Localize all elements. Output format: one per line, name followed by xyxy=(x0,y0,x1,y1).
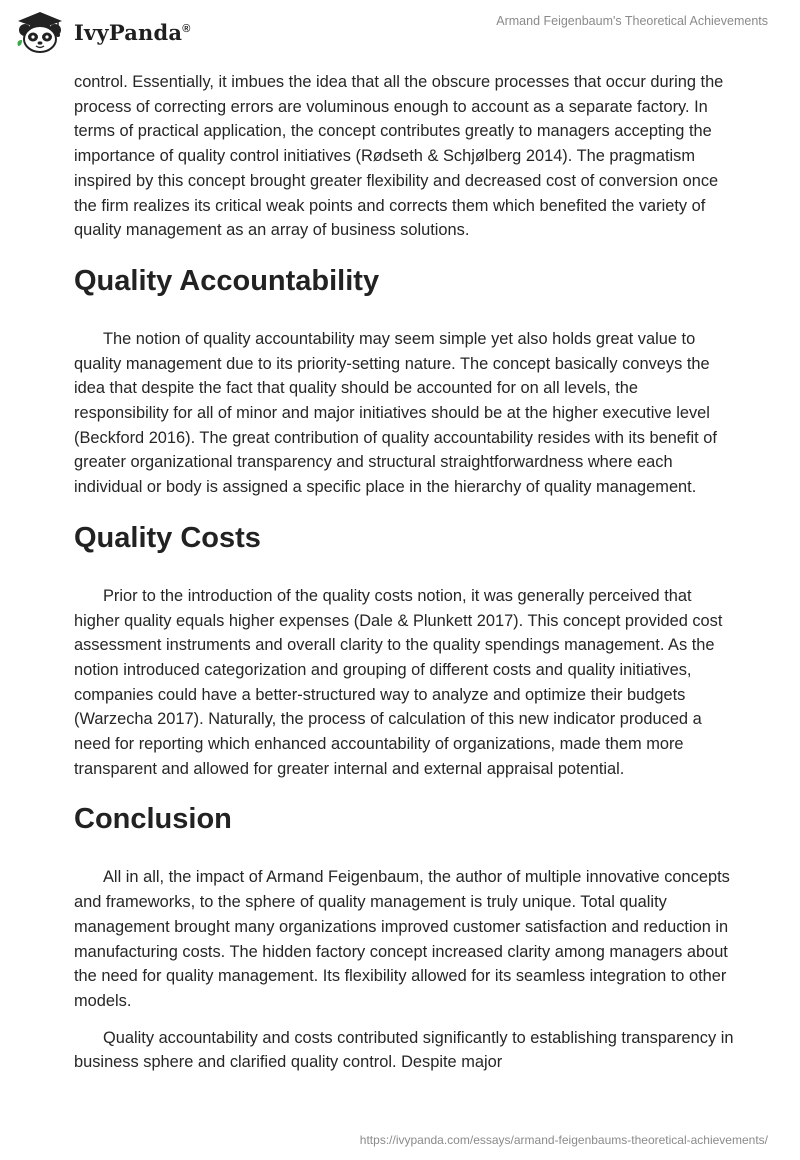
intro-paragraph: control. Essentially, it imbues the idea that all the obscure processes that occur during the process of correcting errors are voluminous enough to account as a separate factory. In terms of practical application, the concept contributes greatly to managers accepting the importance of quality control initiatives (Rødseth & Schjølberg 2014). The pragmatism inspired by this concept brought greater flexibility and decreased cost of conversion once the firm realizes its critical weak points and corrects them which benefited the variety of quality management as an array of business solutions. xyxy=(74,73,724,240)
paragraph-conclusion-2: Quality accountability and costs contributed significantly to establishing transparency in business sphere and clarified quality control. Despite major xyxy=(74,1028,734,1072)
document-title: Armand Feigenbaum's Theoretical Achievements xyxy=(496,14,768,28)
page-header xyxy=(0,0,800,70)
paragraph-conclusion-1: All in all, the impact of Armand Feigenbaum, the author of multiple innovative concepts and frameworks, to the sphere of quality management is truly unique. Total quality management brought many organizations improved customer satisfaction and reduction in manufacturing costs. The hidden factory concept increased clarity among managers about the need for quality management. Its flexibility allowed for its seamless integration to other models. xyxy=(74,868,730,1010)
section-heading-quality-accountability: Quality Accountability xyxy=(74,264,380,297)
section-heading-quality-costs: Quality Costs xyxy=(74,521,261,554)
paragraph-quality-accountability: The notion of quality accountability may seem simple yet also holds great value to quality management due to its priority-setting nature. The concept basically conveys the idea that despite the fact that quality should be accounted for on all levels, the responsibility for all of minor and major initiatives should be at the higher executive level (Beckford 2016). The great contribution of quality accountability resides with its benefit of greater organizational transparency and structural straightforwardness where each individual or body is assigned a specific place in the hierarchy of quality management. xyxy=(74,329,717,497)
site-logo[interactable] xyxy=(14,10,191,54)
panda-graduate-icon xyxy=(14,10,66,54)
section-heading-conclusion: Conclusion xyxy=(74,803,232,836)
essay-body xyxy=(74,70,734,1075)
brand-name: IvyPanda® xyxy=(74,19,191,45)
source-url[interactable]: https://ivypanda.com/essays/armand-feigenbaums-theoretical-achievements/ xyxy=(359,1133,768,1147)
paragraph-quality-costs: Prior to the introduction of the quality costs notion, it was generally perceived that higher quality equals higher expenses (Dale & Plunkett 2017). This concept provided cost assessment instruments and overall clarity to the quality spendings management. As the notion introduced categorization and grouping of different costs and quality initiatives, companies could have a better-structured way to analyze and optimize their budgets (Warzecha 2017). Naturally, the process of calculation of this new indicator produced a need for reporting which enhanced accountability of organizations, made them more transparent and allowed for greater internal and external appraisal potential. xyxy=(74,586,723,778)
